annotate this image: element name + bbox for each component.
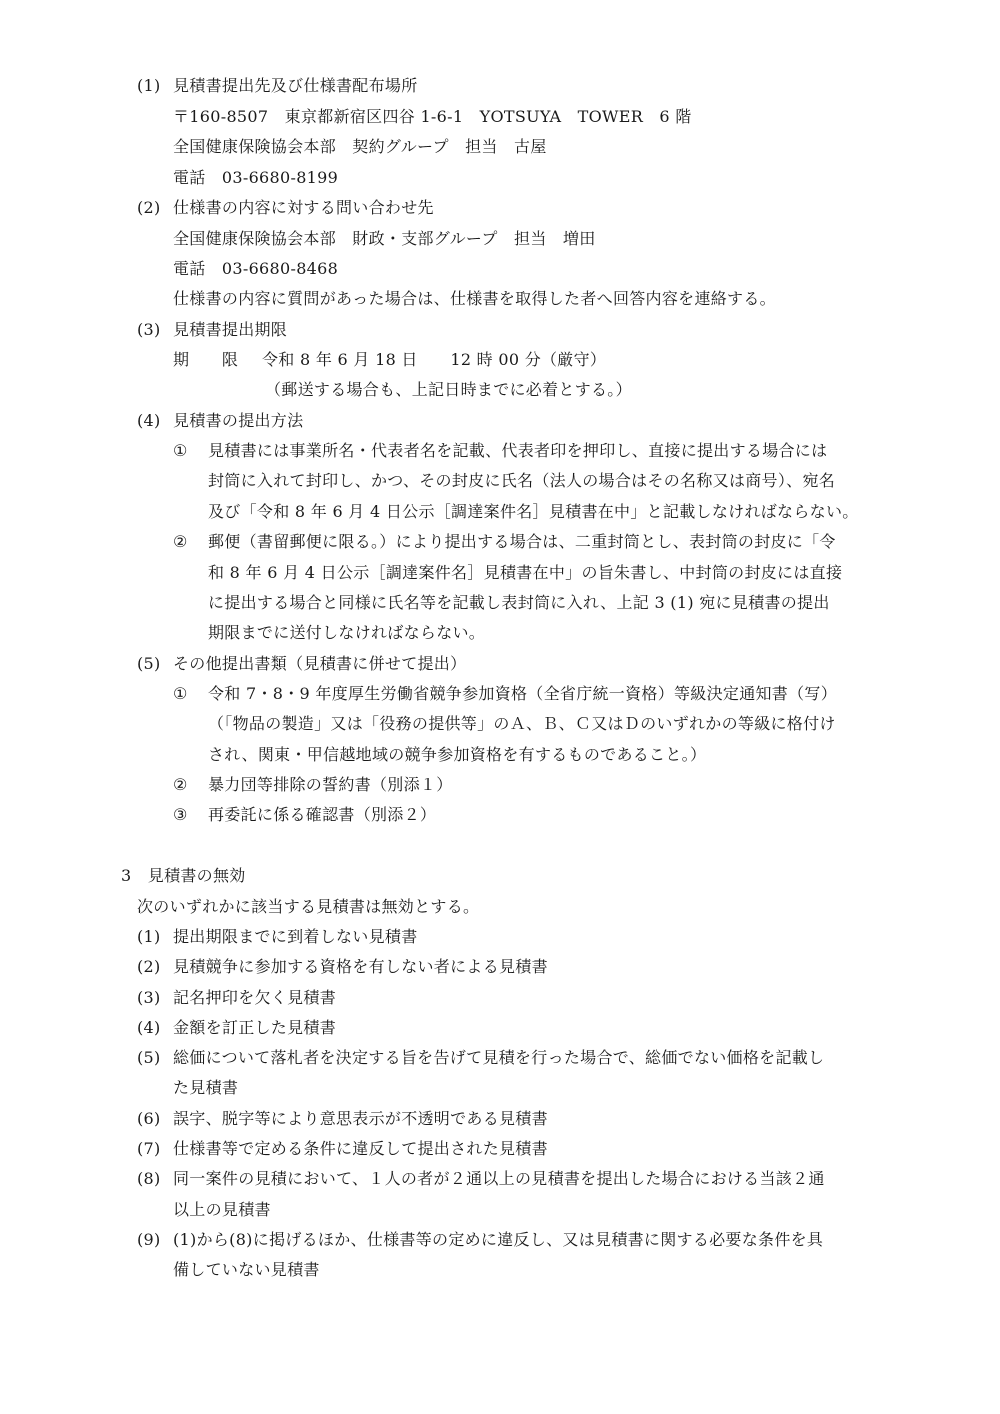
sub-item-line: （「物品の製造」又は「役務の提供等」のＡ、Ｂ、Ｃ又はＤのいずれかの等級に格付け [208, 714, 836, 733]
invalid-item-number: (5) [137, 1048, 161, 1067]
invalid-item-number: (2) [137, 957, 161, 976]
invalid-item-number: (8) [137, 1169, 161, 1188]
deadline-value: 令和 8 年 6 月 18 日 12 時 00 分（厳守） [262, 350, 607, 369]
sub-item-mark: ② [173, 775, 188, 794]
item-title: 仕様書の内容に対する問い合わせ先 [173, 198, 434, 217]
address-line: 〒160-8507 東京都新宿区四谷 1-6-1 YOTSUYA TOWER 6 階 [173, 107, 692, 126]
invalid-item-line: 総価について落札者を決定する旨を告げて見積を行った場合で、総価でない価格を記載し [173, 1048, 825, 1067]
phone-line: 電話 03-6680-8468 [173, 259, 339, 278]
invalid-item-line: 金額を訂正した見積書 [173, 1018, 337, 1037]
invalid-item-number: (9) [137, 1230, 161, 1249]
contact-line: 全国健康保険協会本部 財政・支部グループ 担当 増田 [173, 229, 596, 248]
sub-item-line: 見積書には事業所名・代表者名を記載、代表者印を押印し、直接に提出する場合には [208, 441, 828, 460]
invalid-item-line: 誤字、脱字等により意思表示が不透明である見積書 [173, 1109, 548, 1128]
item-number: (2) [137, 198, 161, 217]
item-number: (4) [137, 411, 161, 430]
invalid-item-number: (3) [137, 988, 161, 1007]
sub-item-mark: ① [173, 441, 188, 460]
sub-item-line: 再委託に係る確認書（別添２） [208, 805, 437, 824]
invalid-item-line: 以上の見積書 [173, 1200, 271, 1219]
note-line: 仕様書の内容に質問があった場合は、仕様書を取得した者へ回答内容を連絡する。 [173, 289, 776, 308]
sub-item-mark: ③ [173, 805, 188, 824]
sub-item-line: 令和 7・8・9 年度厚生労働省競争参加資格（全省庁統一資格）等級決定通知書（写） [208, 684, 838, 703]
section-intro: 次のいずれかに該当する見積書は無効とする。 [137, 897, 480, 916]
item-title: 見積書提出期限 [173, 320, 288, 339]
item-title: 見積書提出先及び仕様書配布場所 [173, 76, 418, 95]
contact-line: 全国健康保険協会本部 契約グループ 担当 古屋 [173, 137, 547, 156]
item-number: (5) [137, 654, 161, 673]
sub-item-mark: ① [173, 684, 188, 703]
deadline-label: 期 限 [173, 350, 239, 369]
deadline-note: （郵送する場合も、上記日時までに必着とする。） [265, 380, 632, 399]
invalid-item-line: た見積書 [173, 1078, 239, 1097]
invalid-item-number: (6) [137, 1109, 161, 1128]
section-heading: 3 見積書の無効 [121, 866, 246, 885]
invalid-item-number: (4) [137, 1018, 161, 1037]
sub-item-line: 及び「令和 8 年 6 月 4 日公示［調達案件名］見積書在中」と記載しなければならない。 [208, 502, 859, 521]
item-title: その他提出書類（見積書に併せて提出） [173, 654, 467, 673]
invalid-item-line: (1)から(8)に掲げるほか、仕様書等の定めに違反し、又は見積書に関する必要な条件を具 [173, 1230, 824, 1249]
phone-line: 電話 03-6680-8199 [173, 168, 339, 187]
item-number: (1) [137, 76, 161, 95]
invalid-item-line: 見積競争に参加する資格を有しない者による見積書 [173, 957, 548, 976]
sub-item-line: に提出する場合と同様に氏名等を記載し表封筒に入れ、上記 3 (1) 宛に見積書の提出 [208, 593, 830, 612]
invalid-item-line: 仕様書等で定める条件に違反して提出された見積書 [173, 1139, 548, 1158]
invalid-item-line: 備していない見積書 [173, 1260, 320, 1279]
invalid-item-line: 提出期限までに到着しない見積書 [173, 927, 418, 946]
invalid-item-number: (1) [137, 927, 161, 946]
sub-item-mark: ② [173, 532, 188, 551]
sub-item-line: 和 8 年 6 月 4 日公示［調達案件名］見積書在中」の旨朱書し、中封筒の封皮には直接 [208, 563, 843, 582]
invalid-item-number: (7) [137, 1139, 161, 1158]
item-title: 見積書の提出方法 [173, 411, 304, 430]
sub-item-line: され、関東・甲信越地域の競争参加資格を有するものであること。） [208, 745, 707, 764]
sub-item-line: 期限までに送付しなければならない。 [208, 623, 486, 642]
sub-item-line: 暴力団等排除の誓約書（別添１） [208, 775, 453, 794]
invalid-item-line: 記名押印を欠く見積書 [173, 988, 337, 1007]
invalid-item-line: 同一案件の見積において、１人の者が２通以上の見積書を提出した場合における当該２通 [173, 1169, 825, 1188]
sub-item-line: 封筒に入れて封印し、かつ、その封皮に氏名（法人の場合はその名称又は商号）、宛名 [208, 471, 836, 490]
item-number: (3) [137, 320, 161, 339]
sub-item-line: 郵便（書留郵便に限る。）により提出する場合は、二重封筒とし、表封筒の封皮に「令 [208, 532, 836, 551]
